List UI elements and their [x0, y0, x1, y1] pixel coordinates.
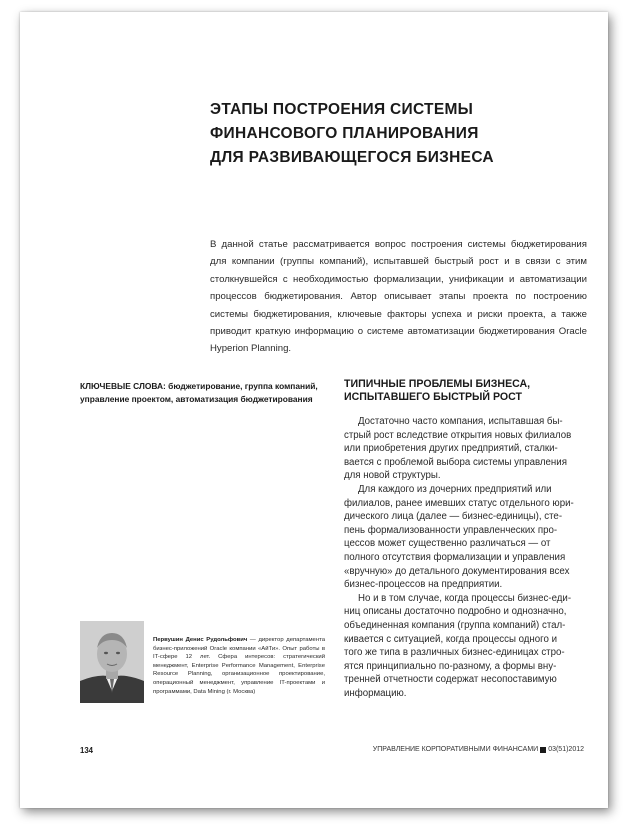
- body-line: бизнес-процессов на предприятии.: [344, 579, 503, 591]
- body-line: филиалов, ранее имевших статус отдельного юри-: [344, 497, 574, 509]
- body-line: кивается с ситуацией, когда процессы одного и: [344, 633, 557, 645]
- body-line: «вручную» до детального документирования всех: [344, 565, 570, 577]
- section-body: [344, 415, 584, 700]
- author-description: — директор департамента бизнес-приложений Oracle компании «АйТи». Опыт работы в IT-сфере 12 лет. Сфера интересов: стратегический менеджмент, Enterprise Performance Management, Enterprise Resource Planning, организационное проектирование, операционный менеджмент, управление IT-проектами и программами, Data Mining (г. Москва): [153, 637, 325, 695]
- body-line: для новой структуры.: [344, 470, 441, 482]
- journal-name: УПРАВЛЕНИЕ КОРПОРАТИВНЫМИ ФИНАНСАМИ: [372, 746, 539, 753]
- body-line: пень формализованности управленческих про-: [344, 524, 558, 536]
- body-line: Для каждого из дочерних предприятий или: [358, 483, 552, 495]
- article-abstract: В данной статье рассматривается вопрос построения системы бюджетирования для компании (группы компаний), испытавшей быстрый рост и в связи с этим столкнувшейся с необходимостью формализации, унификации и автоматизации процессов бюджетирования. Автор описывает этапы проекта по построению системы бюджетирования, ключевые факторы успеха и риски проекта, а также приводит краткую информацию о системе автоматизации бюджетирования Oracle Hyperion Planning.: [210, 239, 587, 355]
- article-title-line: ЭТАПЫ ПОСТРОЕНИЯ СИСТЕМЫ: [210, 101, 474, 118]
- article-title-line: ДЛЯ РАЗВИВАЮЩЕГОСЯ БИЗНЕСА: [210, 149, 494, 166]
- page-number: 134: [80, 746, 94, 755]
- author-name: Первушин Денис Рудольфович: [153, 637, 248, 643]
- body-line: ниц описаны достаточно подробно и однозначно,: [344, 606, 567, 618]
- section-heading-line: ИСПЫТАВШЕГО БЫСТРЫЙ РОСТ: [344, 391, 522, 403]
- running-footer: [373, 746, 584, 753]
- author-photo: [80, 621, 144, 703]
- section-heading: [344, 378, 584, 404]
- body-line: Но и в том случае, когда процессы бизнес-еди-: [358, 592, 572, 604]
- author-bio: [153, 636, 325, 696]
- issue-number: 03(51)2012: [548, 746, 584, 753]
- body-line: или приобретения других предприятий, сталки-: [344, 443, 558, 455]
- body-line: тренней отчетности содержат несопоставимую: [344, 674, 557, 686]
- section-heading-line: ТИПИЧНЫЕ ПРОБЛЕМЫ БИЗНЕСА,: [344, 378, 531, 390]
- body-line: полного отсутствия формализации и управления: [344, 551, 566, 563]
- body-line: объединенная компания (группа компаний) стал-: [344, 619, 566, 631]
- body-line: того же типа в различных бизнес-единицах стро-: [344, 647, 565, 659]
- body-line: вается с проблемой выбора системы управления: [344, 456, 567, 468]
- body-line: информацию.: [344, 687, 407, 699]
- article-title-line: ФИНАНСОВОГО ПЛАНИРОВАНИЯ: [210, 125, 479, 142]
- author-portrait-image: [80, 621, 144, 703]
- body-line: цессов может существенно различаться — от: [344, 538, 551, 550]
- article-title: [210, 98, 540, 170]
- body-line: дического лица (далее — бизнес-единицы), сте-: [344, 511, 563, 523]
- body-line: Достаточно часто компания, испытавшая бы-: [358, 416, 563, 427]
- keywords: КЛЮЧЕВЫЕ СЛОВА: бюджетирование, группа компаний, управление проектом, автоматизация бюджетирования: [80, 381, 318, 404]
- body-line: стрый рост вследствие открытия новых филиалов: [344, 429, 572, 441]
- body-line: ятся принципиально по-разному, а формы вну-: [344, 660, 557, 672]
- square-bullet-icon: [540, 747, 546, 753]
